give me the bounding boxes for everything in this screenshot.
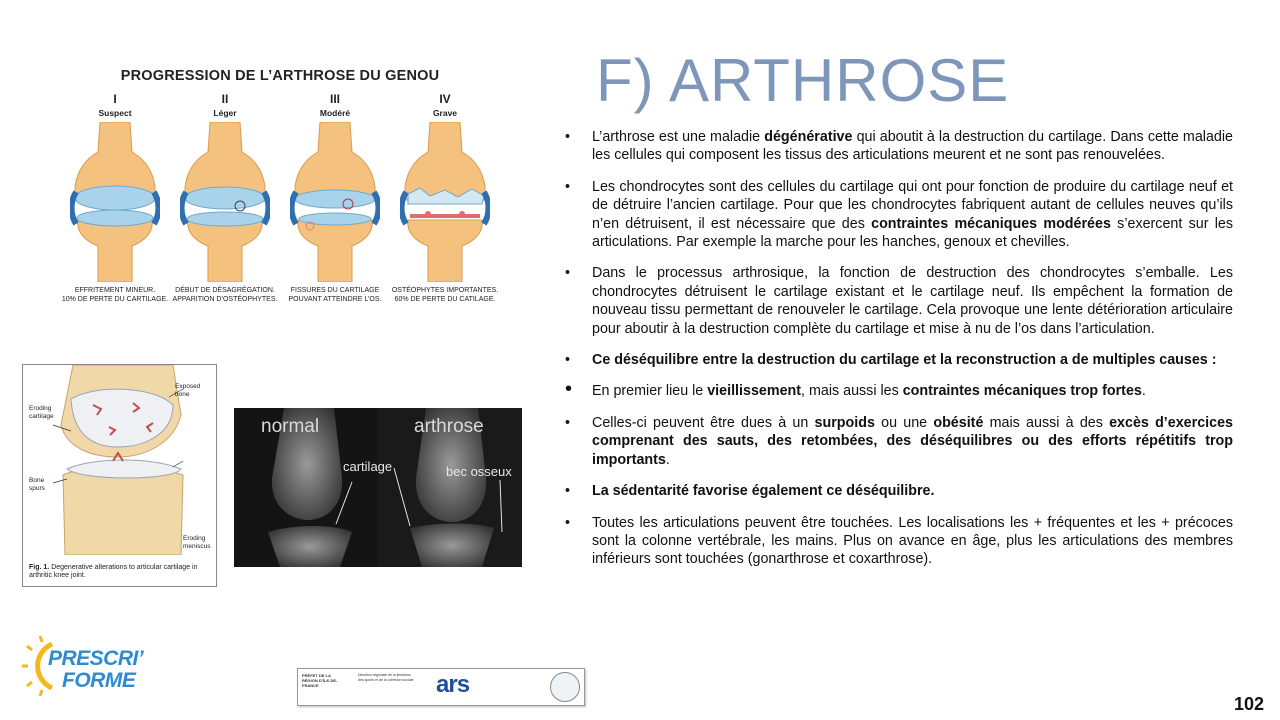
text-segment: , mais aussi les xyxy=(801,383,903,400)
bullet-list xyxy=(565,128,1233,582)
bullet-icon: • xyxy=(565,352,571,369)
text-segment-bold: dégénérative xyxy=(764,129,853,145)
bullet-item xyxy=(565,378,1233,401)
slide-title: F) ARTHROSE xyxy=(596,47,1010,114)
figure-caption xyxy=(29,564,209,580)
text-segment: mais aussi à des xyxy=(983,414,1110,431)
text-segment-bold: Ce déséquilibre entre la destruction du cartilage et la reconstruction a de multiples causes : xyxy=(592,352,1217,369)
bullet-text xyxy=(592,483,934,499)
ars-logo: ars xyxy=(436,671,470,698)
label-exposed-bone: Exposed bone xyxy=(175,383,201,398)
stage-name: Grave xyxy=(432,108,458,118)
bullet-icon: • xyxy=(565,265,571,282)
stage-caption-1: OSTÉOPHYTES IMPORTANTES. xyxy=(391,287,499,294)
prefet-logo: PRÉFET DE LA RÉGION D’ÎLE-DE-FRANCE xyxy=(302,673,338,688)
text-segment: Les chondrocytes sont des cellules du cartilage qui ont pour fonction de produire du cartilage neuf et de détruire l’ancien cartilage. Pour que les chondrocytes fabriquent autant de cellules neuves qu’ils n’en détruisent, il est nécessaire que des xyxy=(592,178,1233,232)
stage-name: Suspect xyxy=(98,108,132,118)
bullet-icon: • xyxy=(565,178,571,195)
text-segment-bold: La sédentarité favorise également ce déséquilibre. xyxy=(592,483,935,500)
text-segment-bold: contraintes mécaniques modérées xyxy=(871,215,1111,232)
bullet-text xyxy=(592,383,1146,399)
text-segment: . xyxy=(665,451,670,468)
prescri-text: PRESCRI’ xyxy=(48,647,144,670)
bullet-text xyxy=(592,352,1216,368)
text-segment-bold: vieillissement xyxy=(707,383,802,400)
text-segment-bold: contraintes mécaniques trop fortes xyxy=(902,383,1142,400)
stage-1 xyxy=(60,92,170,304)
bullet-icon: • xyxy=(565,129,571,145)
stage-numeral: I xyxy=(113,92,117,106)
stage-caption-2: 10% DE PERTE DU CARTILAGE. xyxy=(61,296,169,303)
bullet-item xyxy=(565,264,1233,338)
bullet-item xyxy=(565,128,1233,165)
label-bone-spurs: Bone spurs xyxy=(29,477,45,492)
knee-xray-comparison xyxy=(234,408,522,567)
bullet-text xyxy=(592,415,1233,468)
bullet-icon: • xyxy=(565,378,573,401)
bullet-item xyxy=(565,514,1233,569)
bullet-text xyxy=(592,179,1233,250)
knee-joint-illustration xyxy=(400,122,490,282)
text-segment: Celles-ci peuvent être dues à un xyxy=(592,414,815,431)
bullet-icon: • xyxy=(565,414,571,431)
stage-4 xyxy=(390,92,500,304)
label-eroding-cartilage: Eroding cartilage xyxy=(29,405,54,420)
bullet-icon: • xyxy=(565,514,571,531)
stage-name: Léger xyxy=(213,108,237,118)
text-segment: . xyxy=(1141,383,1146,400)
bullet-item xyxy=(565,178,1233,252)
forme-text: FORME xyxy=(62,669,136,692)
region-logo xyxy=(550,672,580,702)
text-segment-bold: obésité xyxy=(933,414,984,431)
stage-3 xyxy=(280,92,390,304)
text-segment: ou une xyxy=(874,414,934,431)
knee-progression-figure xyxy=(60,60,500,322)
knee-joint-illustration xyxy=(70,122,160,282)
xray-label-bec-osseux: bec osseux xyxy=(446,464,512,479)
bullet-icon: • xyxy=(565,483,571,500)
prescriforme-logo xyxy=(22,632,144,704)
stage-2 xyxy=(170,92,280,304)
stage-numeral: II xyxy=(221,92,229,106)
knee-joint-illustration xyxy=(180,122,270,282)
xray-label-arthrose: arthrose xyxy=(414,416,484,437)
stage-caption-1: EFFRITEMENT MINEUR. xyxy=(74,287,156,294)
xray-label-normal: normal xyxy=(261,416,320,437)
bullet-item xyxy=(565,482,1233,500)
text-segment-bold: surpoids xyxy=(814,414,875,431)
text-segment: L’arthrose est une maladie xyxy=(592,129,765,145)
partner-logos xyxy=(297,668,585,706)
text-segment: Dans le processus arthrosique, la fonction de destruction des chondrocytes s’emballe. Les chondrocytes détruisent le cartilage existant et le cartilage neuf. Ils empêchent la formation de nouveau tissu permettant de renouveler le cartilage. Cela provoque une lente détérioration articulaire pour aboutir à la destruction complète du cartilage et mise à nu de l’os dans l’articulation. xyxy=(592,265,1233,337)
drjscs-logo: Direction régionale de la jeunesse, des sports et de la cohésion sociale xyxy=(358,673,414,682)
bullet-item xyxy=(565,414,1233,469)
bullet-text xyxy=(592,129,1233,163)
text-segment: s’exercent sur les articulations. Par exemple la marche pour les hanches, genoux et chevilles. xyxy=(592,215,1233,251)
page-number: 102 xyxy=(1233,694,1264,714)
text-segment-bold: excès d’exercices comprenant des sauts, des retombées, des déséquilibres ou des efforts répétitifs trop importants xyxy=(592,414,1233,468)
xray-label-cartilage: cartilage xyxy=(343,459,393,474)
stage-caption-1: DÉBUT DE DÉSAGRÉGATION. xyxy=(175,287,275,294)
bullet-text xyxy=(592,265,1233,336)
stage-caption-2: APPARITION D’OSTÉOPHYTES. xyxy=(172,296,278,303)
stage-numeral: III xyxy=(329,92,340,106)
bullet-item xyxy=(565,351,1233,369)
stage-name: Modéré xyxy=(319,108,351,118)
knee-joint-illustration xyxy=(290,122,380,282)
stage-caption-2: POUVANT ATTEINDRE L’OS. xyxy=(288,296,382,303)
stage-numeral: IV xyxy=(439,92,451,106)
bullet-text xyxy=(592,515,1233,568)
label-eroding-meniscus: Eroding meniscus xyxy=(183,535,211,550)
stage-caption-1: FISSURES DU CARTILAGE xyxy=(290,287,380,294)
text-segment: Toutes les articulations peuvent être touchées. Les localisations les + fréquentes et les + précoces sont la colonne vertébrale, les mains. Plus on avance en âge, plus les articulations des membres inférieurs sont touchées (gonarthrose et coxarthrose). xyxy=(592,514,1233,568)
knee-figure-title: PROGRESSION DE L’ARTHROSE DU GENOU xyxy=(120,68,440,84)
figure-caption-text: Degenerative alterations to articular cartilage in arthritic knee joint. xyxy=(29,564,198,579)
text-segment: En premier lieu le xyxy=(592,383,708,400)
figure-caption-number: Fig. 1. xyxy=(29,564,50,571)
stage-caption-2: 60% DE PERTE DU CATILAGE. xyxy=(394,296,496,303)
text-segment: qui aboutit à la destruction du cartilage. Dans cette maladie les cellules qui composent les tissus des articulations meurent et ne sont pas renouvelées. xyxy=(592,129,1233,164)
arthritic-knee-illustration xyxy=(22,364,217,587)
